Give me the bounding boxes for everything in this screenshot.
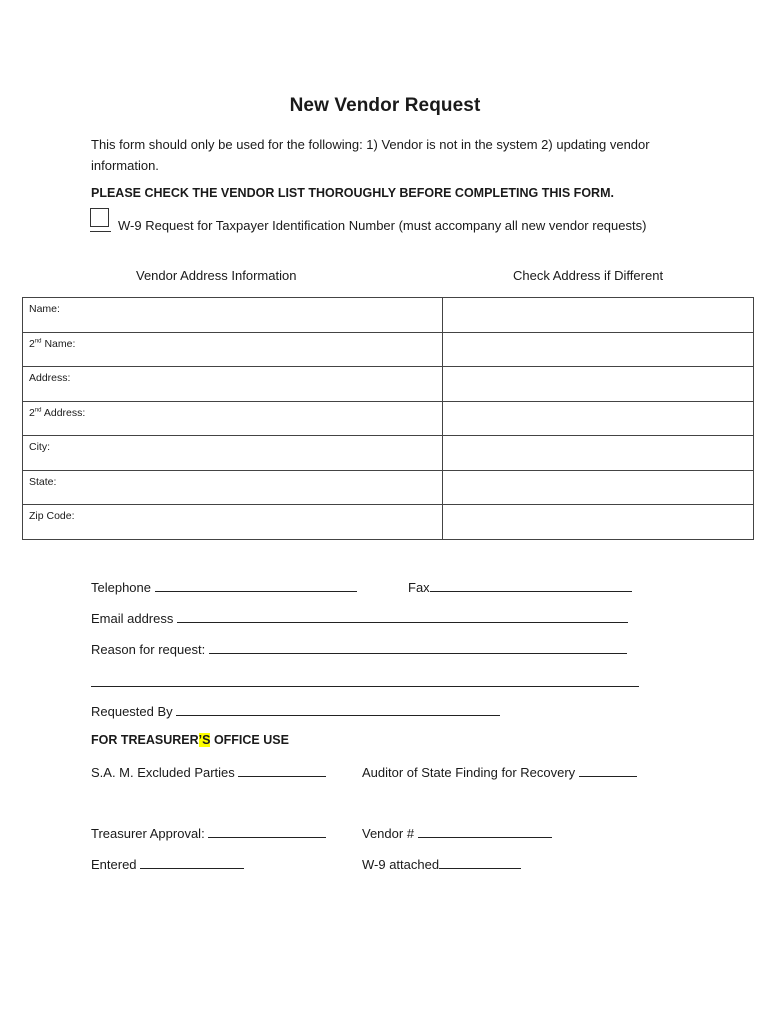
check-address-cell[interactable]: [443, 367, 754, 402]
row-label: State:: [29, 475, 57, 488]
treasurer-office-heading: [91, 733, 289, 747]
table-row: [23, 470, 754, 505]
check-zip-code-cell[interactable]: [443, 505, 754, 540]
reason-field: [91, 641, 627, 657]
sam-label: S.A. M. Excluded Parties: [91, 765, 235, 780]
sam-excluded-field: [91, 764, 326, 780]
table-row: [23, 505, 754, 540]
auditor-line[interactable]: [579, 764, 637, 777]
checkbox-underline: [90, 231, 111, 232]
row-label-prefix: 2: [29, 337, 35, 350]
email-field: [91, 610, 628, 626]
highlighted-text: ’S: [198, 733, 211, 747]
row-label: Address:: [41, 406, 86, 419]
fax-line[interactable]: [430, 579, 632, 592]
heading-part: OFFICE USE: [210, 733, 289, 747]
email-line[interactable]: [177, 610, 628, 623]
check-second-name-cell[interactable]: [443, 332, 754, 367]
treasurer-approval-field: [91, 825, 326, 841]
telephone-line[interactable]: [155, 579, 357, 592]
table-row: [23, 401, 754, 436]
state-label: [23, 470, 443, 505]
approval-label: Treasurer Approval:: [91, 826, 205, 841]
row-label-sup: nd: [34, 338, 42, 344]
row-label: Name:: [29, 303, 60, 315]
auditor-field: [362, 764, 637, 780]
vendor-number-line[interactable]: [418, 825, 552, 838]
check-address-heading: Check Address if Different: [513, 268, 664, 283]
row-label-sup: nd: [34, 407, 42, 413]
name-label: [23, 298, 443, 333]
entered-field: [91, 856, 244, 872]
w9-attached-field: [362, 856, 521, 872]
fax-label: Fax: [408, 580, 430, 595]
entered-line[interactable]: [140, 856, 244, 869]
address-label: [23, 367, 443, 402]
check-name-cell[interactable]: [443, 298, 754, 333]
address-table: [22, 297, 754, 540]
table-row: [23, 298, 754, 333]
telephone-label: Telephone: [91, 580, 151, 595]
second-address-label: [23, 401, 443, 436]
table-row: [23, 367, 754, 402]
reason-line-2[interactable]: [91, 686, 639, 687]
telephone-field: [91, 579, 357, 595]
city-label: [23, 436, 443, 471]
check-second-address-cell[interactable]: [443, 401, 754, 436]
approval-line[interactable]: [208, 825, 326, 838]
table-row: [23, 332, 754, 367]
auditor-label: Auditor of State Finding for Recovery: [362, 765, 576, 780]
vendor-number-field: [362, 825, 552, 841]
vendor-number-label: Vendor #: [362, 826, 415, 841]
warning-text: PLEASE CHECK THE VENDOR LIST THOROUGHLY BEFORE COMPLETING THIS FORM.: [91, 186, 614, 200]
requested-by-line[interactable]: [176, 703, 500, 716]
check-city-cell[interactable]: [443, 436, 754, 471]
email-label: Email address: [91, 611, 174, 626]
reason-line[interactable]: [209, 641, 627, 654]
w9-attached-line[interactable]: [439, 856, 521, 869]
vendor-address-heading: Vendor Address Information: [136, 268, 297, 283]
check-state-cell[interactable]: [443, 470, 754, 505]
w9-checkbox[interactable]: [90, 208, 109, 227]
row-label: City:: [29, 441, 50, 453]
heading-part: FOR TREASURER: [91, 733, 199, 747]
sam-line[interactable]: [238, 764, 326, 777]
fax-field: [408, 579, 632, 595]
intro-text: This form should only be used for the following: 1) Vendor is not in the system 2) updating vendor information.: [91, 137, 650, 173]
reason-label: Reason for request:: [91, 642, 206, 657]
table-row: [23, 436, 754, 471]
row-label: Zip Code:: [29, 510, 75, 522]
w9-attached-label: W-9 attached: [362, 857, 440, 872]
zip-code-label: [23, 505, 443, 540]
second-name-label: [23, 332, 443, 367]
row-label: Name:: [41, 337, 76, 350]
form-title: New Vendor Request: [289, 95, 481, 116]
w9-request-text: W-9 Request for Taxpayer Identification Number (must accompany all new vendor requests): [118, 218, 647, 233]
row-label-prefix: 2: [29, 406, 35, 419]
requested-by-field: [91, 703, 500, 719]
entered-label: Entered: [91, 857, 137, 872]
requested-by-label: Requested By: [91, 704, 173, 719]
row-label: Address:: [29, 372, 71, 384]
